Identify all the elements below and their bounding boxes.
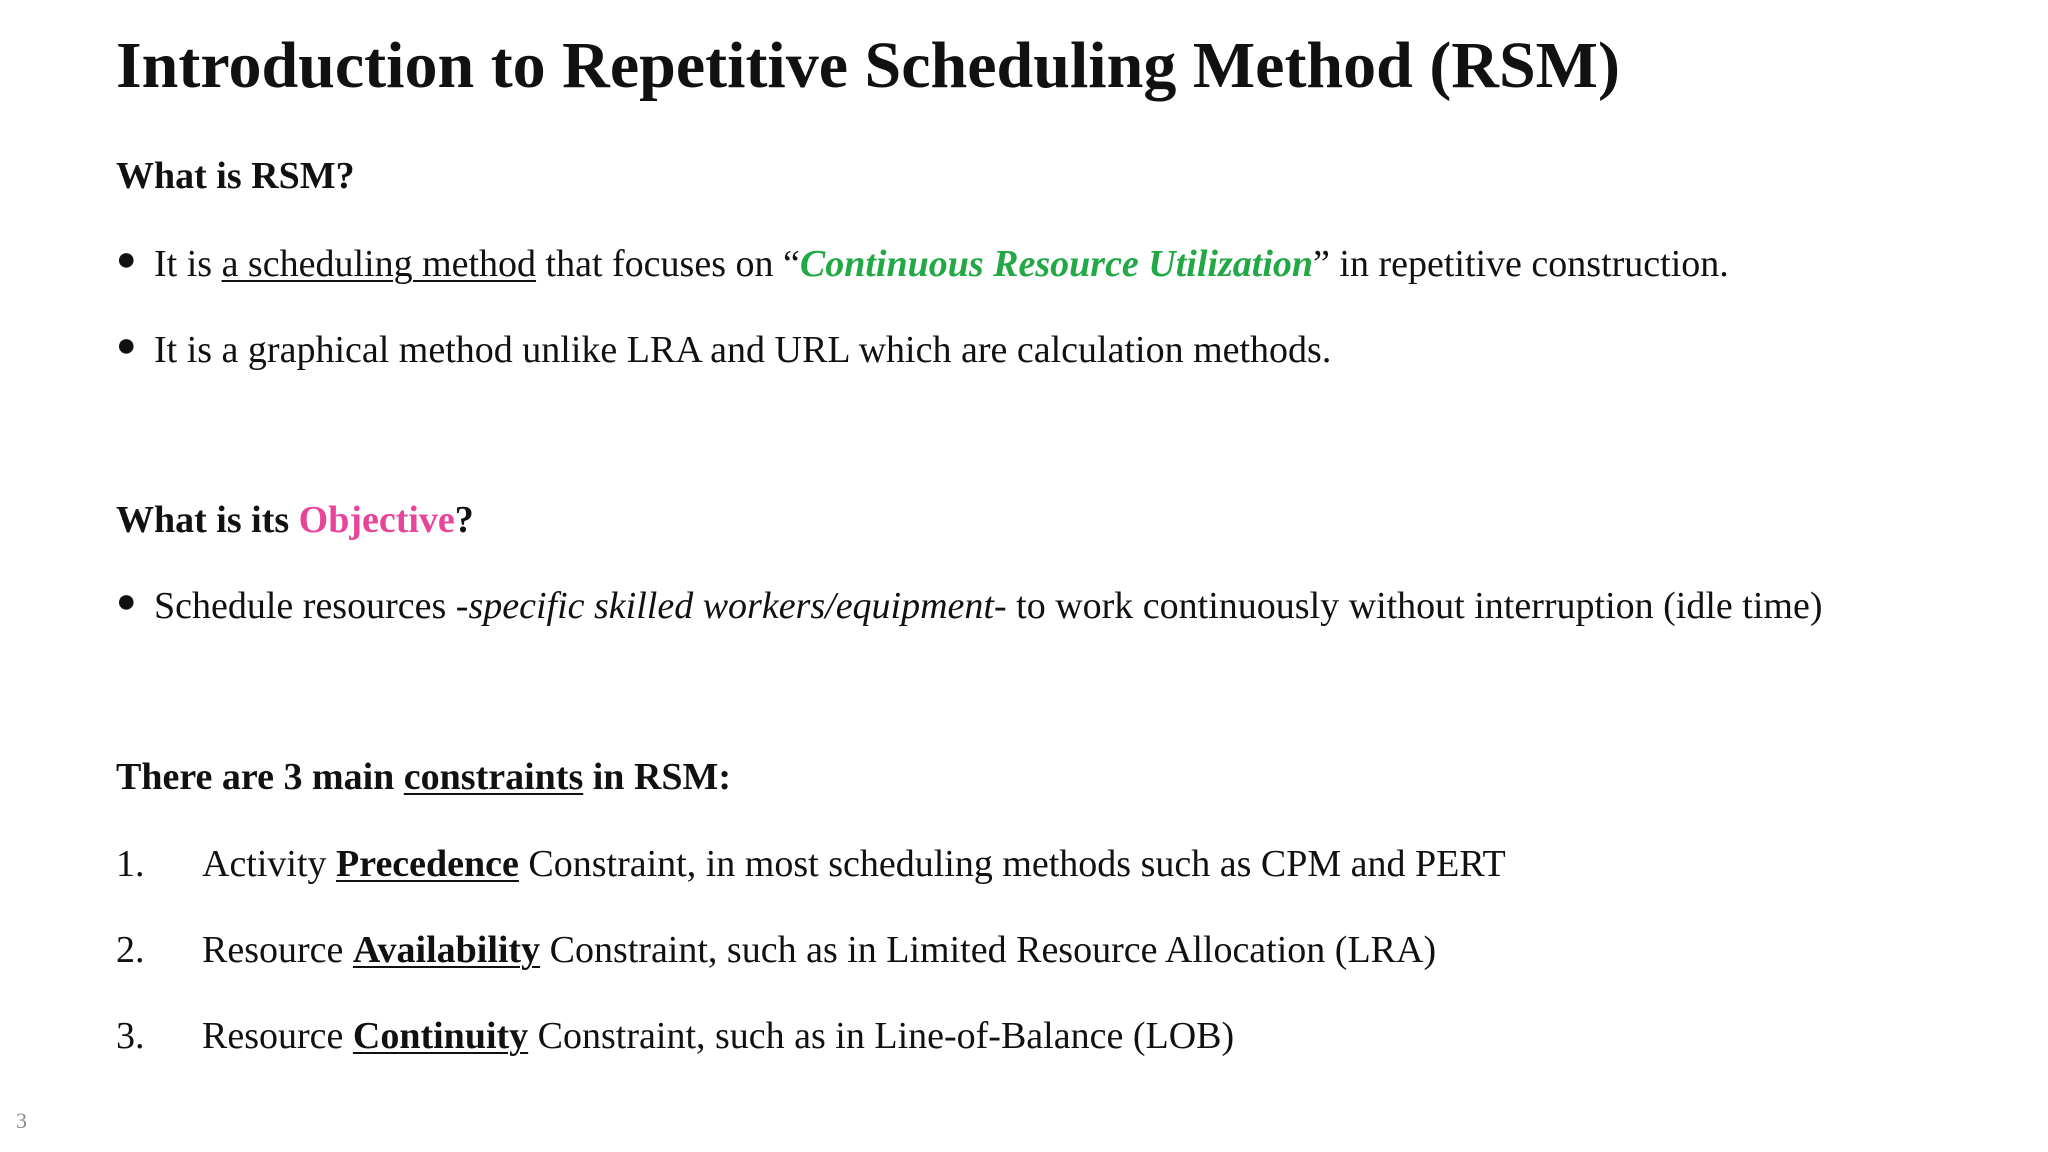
- emphasis-objective: Objective: [298, 499, 455, 541]
- bullet-text-post: ” in repetitive construction.: [1313, 243, 1729, 285]
- item-text-post: Constraint, such as in Limited Resource Allocation (LRA): [540, 929, 1437, 971]
- bullet-dot-icon: ●: [116, 327, 137, 364]
- bullet-dot-icon: ●: [116, 583, 137, 620]
- constraint-item-availability: [116, 924, 1436, 976]
- bullet-dot-icon: ●: [116, 241, 137, 278]
- page-number: 3: [16, 1108, 27, 1133]
- emphasis-continuous-resource-utilization: Continuous Resource Utilization: [799, 243, 1314, 285]
- item-number: 3.: [116, 1015, 145, 1057]
- item-key-availability: Availability: [352, 929, 541, 971]
- underlined-scheduling-method: a scheduling method: [221, 243, 537, 285]
- bullet-rsm-definition: [116, 238, 1729, 290]
- heading-text-pre: What is its: [116, 499, 299, 541]
- item-text-pre: Resource: [202, 929, 353, 971]
- bullet-text-mid: that focuses on “: [536, 243, 800, 285]
- bullet-text-pre: It is: [154, 243, 222, 285]
- bullet-text-pre: Schedule resources -: [154, 585, 469, 627]
- slide-title: Introduction to Repetitive Scheduling Method (RSM): [116, 29, 1620, 102]
- heading-text-post: ?: [454, 499, 474, 541]
- section-heading-constraints: [116, 751, 731, 803]
- item-key-precedence: Precedence: [336, 843, 519, 885]
- constraint-item-continuity: [116, 1010, 1234, 1062]
- heading-text-pre: There are 3 main: [116, 756, 404, 798]
- item-number: 1.: [116, 843, 145, 885]
- item-number: 2.: [116, 929, 145, 971]
- item-text-pre: Activity: [202, 843, 337, 885]
- item-text-pre: Resource: [202, 1015, 353, 1057]
- bullet-objective: [116, 580, 1822, 632]
- item-key-continuity: Continuity: [352, 1015, 529, 1057]
- section-heading-objective: [116, 494, 474, 546]
- bullet-text-post: - to work continuously without interruption (idle time): [993, 585, 1823, 627]
- item-text-post: Constraint, such as in Line-of-Balance (LOB): [528, 1015, 1235, 1057]
- italic-skilled-workers: specific skilled workers/equipment: [468, 585, 994, 627]
- heading-text-post: in RSM:: [583, 756, 732, 798]
- bullet-graphical-method: [116, 324, 1331, 376]
- underlined-constraints: constraints: [403, 756, 584, 798]
- item-text-post: Constraint, in most scheduling methods such as CPM and PERT: [518, 843, 1506, 885]
- bullet-text: It is a graphical method unlike LRA and URL which are calculation methods.: [154, 329, 1332, 371]
- constraint-item-precedence: [116, 838, 1506, 890]
- section-heading-what-is-rsm: What is RSM?: [116, 155, 355, 197]
